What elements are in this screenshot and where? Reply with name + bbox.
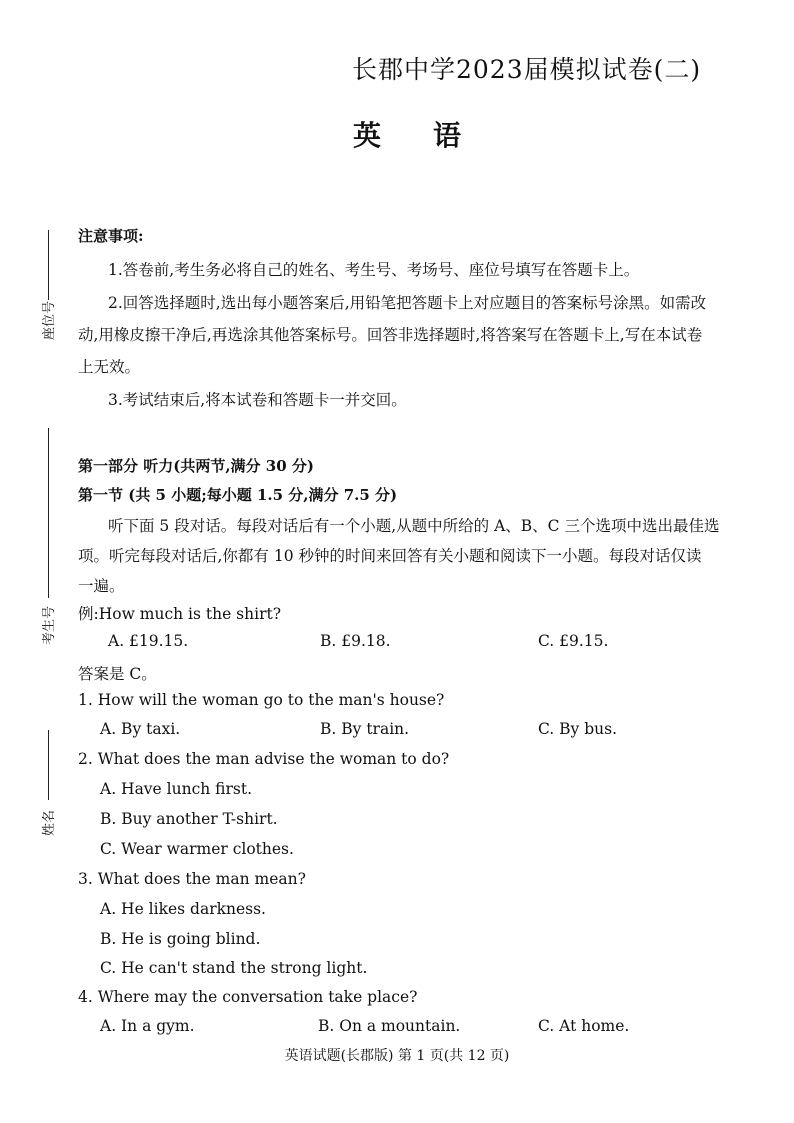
question-4-option-a: A. In a gym. [100,1017,195,1035]
section1-heading: 第一节 (共 5 小题;每小题 1.5 分,满分 7.5 分) [78,486,398,504]
notice-item-3: 3.考试结束后,将本试卷和答题卡一并交回。 [108,391,407,409]
question-1-option-c: C. By bus. [538,720,618,738]
question-1: 1. How will the woman go to the man's house? [78,691,445,709]
question-4-option-b: B. On a mountain. [318,1017,461,1035]
question-3-option-a: A. He likes darkness. [100,900,266,918]
notice-item-2-line-3: 上无效。 [78,358,141,376]
example-question: 例:How much is the shirt? [78,605,282,623]
notice-item-2-line-1: 2.回答选择题时,选出每小题答案后,用铅笔把答题卡上对应题目的答案标号涂黑。如需改 [108,294,707,312]
instructions-line-3: 一遍。 [78,577,125,595]
name-label: 姓名 [42,809,57,836]
instructions-line-1: 听下面 5 段对话。每段对话后有一个小题,从题中所给的 A、B、C 三个选项中选出最佳选 [108,517,720,535]
instructions-line-2: 项。听完每段对话后,你都有 10 秒钟的时间来回答有关小题和阅读下一小题。每段对话仅读 [78,547,702,565]
question-2-option-c: C. Wear warmer clothes. [100,840,294,858]
question-4-option-c: C. At home. [538,1017,630,1035]
question-2-option-b: B. Buy another T-shirt. [100,810,278,828]
seat-line [48,230,49,300]
example-option-b: B. £9.18. [320,632,391,650]
seat-number-label: 座位号 [42,300,57,340]
exam-number-label: 考生号 [42,605,57,645]
exam-number-line [48,428,49,598]
example-option-c: C. £9.15. [538,632,609,650]
notice-heading: 注意事项: [78,227,144,245]
question-2: 2. What does the man advise the woman to do? [78,750,450,768]
question-2-option-a: A. Have lunch first. [100,780,253,798]
subject-title: 英语 [353,119,514,152]
part1-heading: 第一部分 听力(共两节,满分 30 分) [78,457,314,475]
notice-item-1: 1.答卷前,考生务必将自己的姓名、考生号、考场号、座位号填写在答题卡上。 [108,261,640,279]
question-3-option-b: B. He is going blind. [100,930,261,948]
notice-item-2-line-2: 动,用橡皮擦干净后,再选涂其他答案标号。回答非选择题时,将答案写在答题卡上,写在本试卷 [78,326,703,344]
question-1-option-b: B. By train. [320,720,410,738]
example-option-a: A. £19.15. [108,632,189,650]
question-1-option-a: A. By taxi. [100,720,181,738]
question-3-option-c: C. He can't stand the strong light. [100,959,368,977]
question-3: 3. What does the man mean? [78,870,306,888]
example-answer: 答案是 C。 [78,665,157,683]
name-line [48,730,49,800]
school-title: 长郡中学2023届模拟试卷(二) [352,55,702,84]
question-4: 4. Where may the conversation take place? [78,988,418,1006]
page-footer: 英语试题(长郡版) 第 1 页(共 12 页) [284,1048,510,1064]
